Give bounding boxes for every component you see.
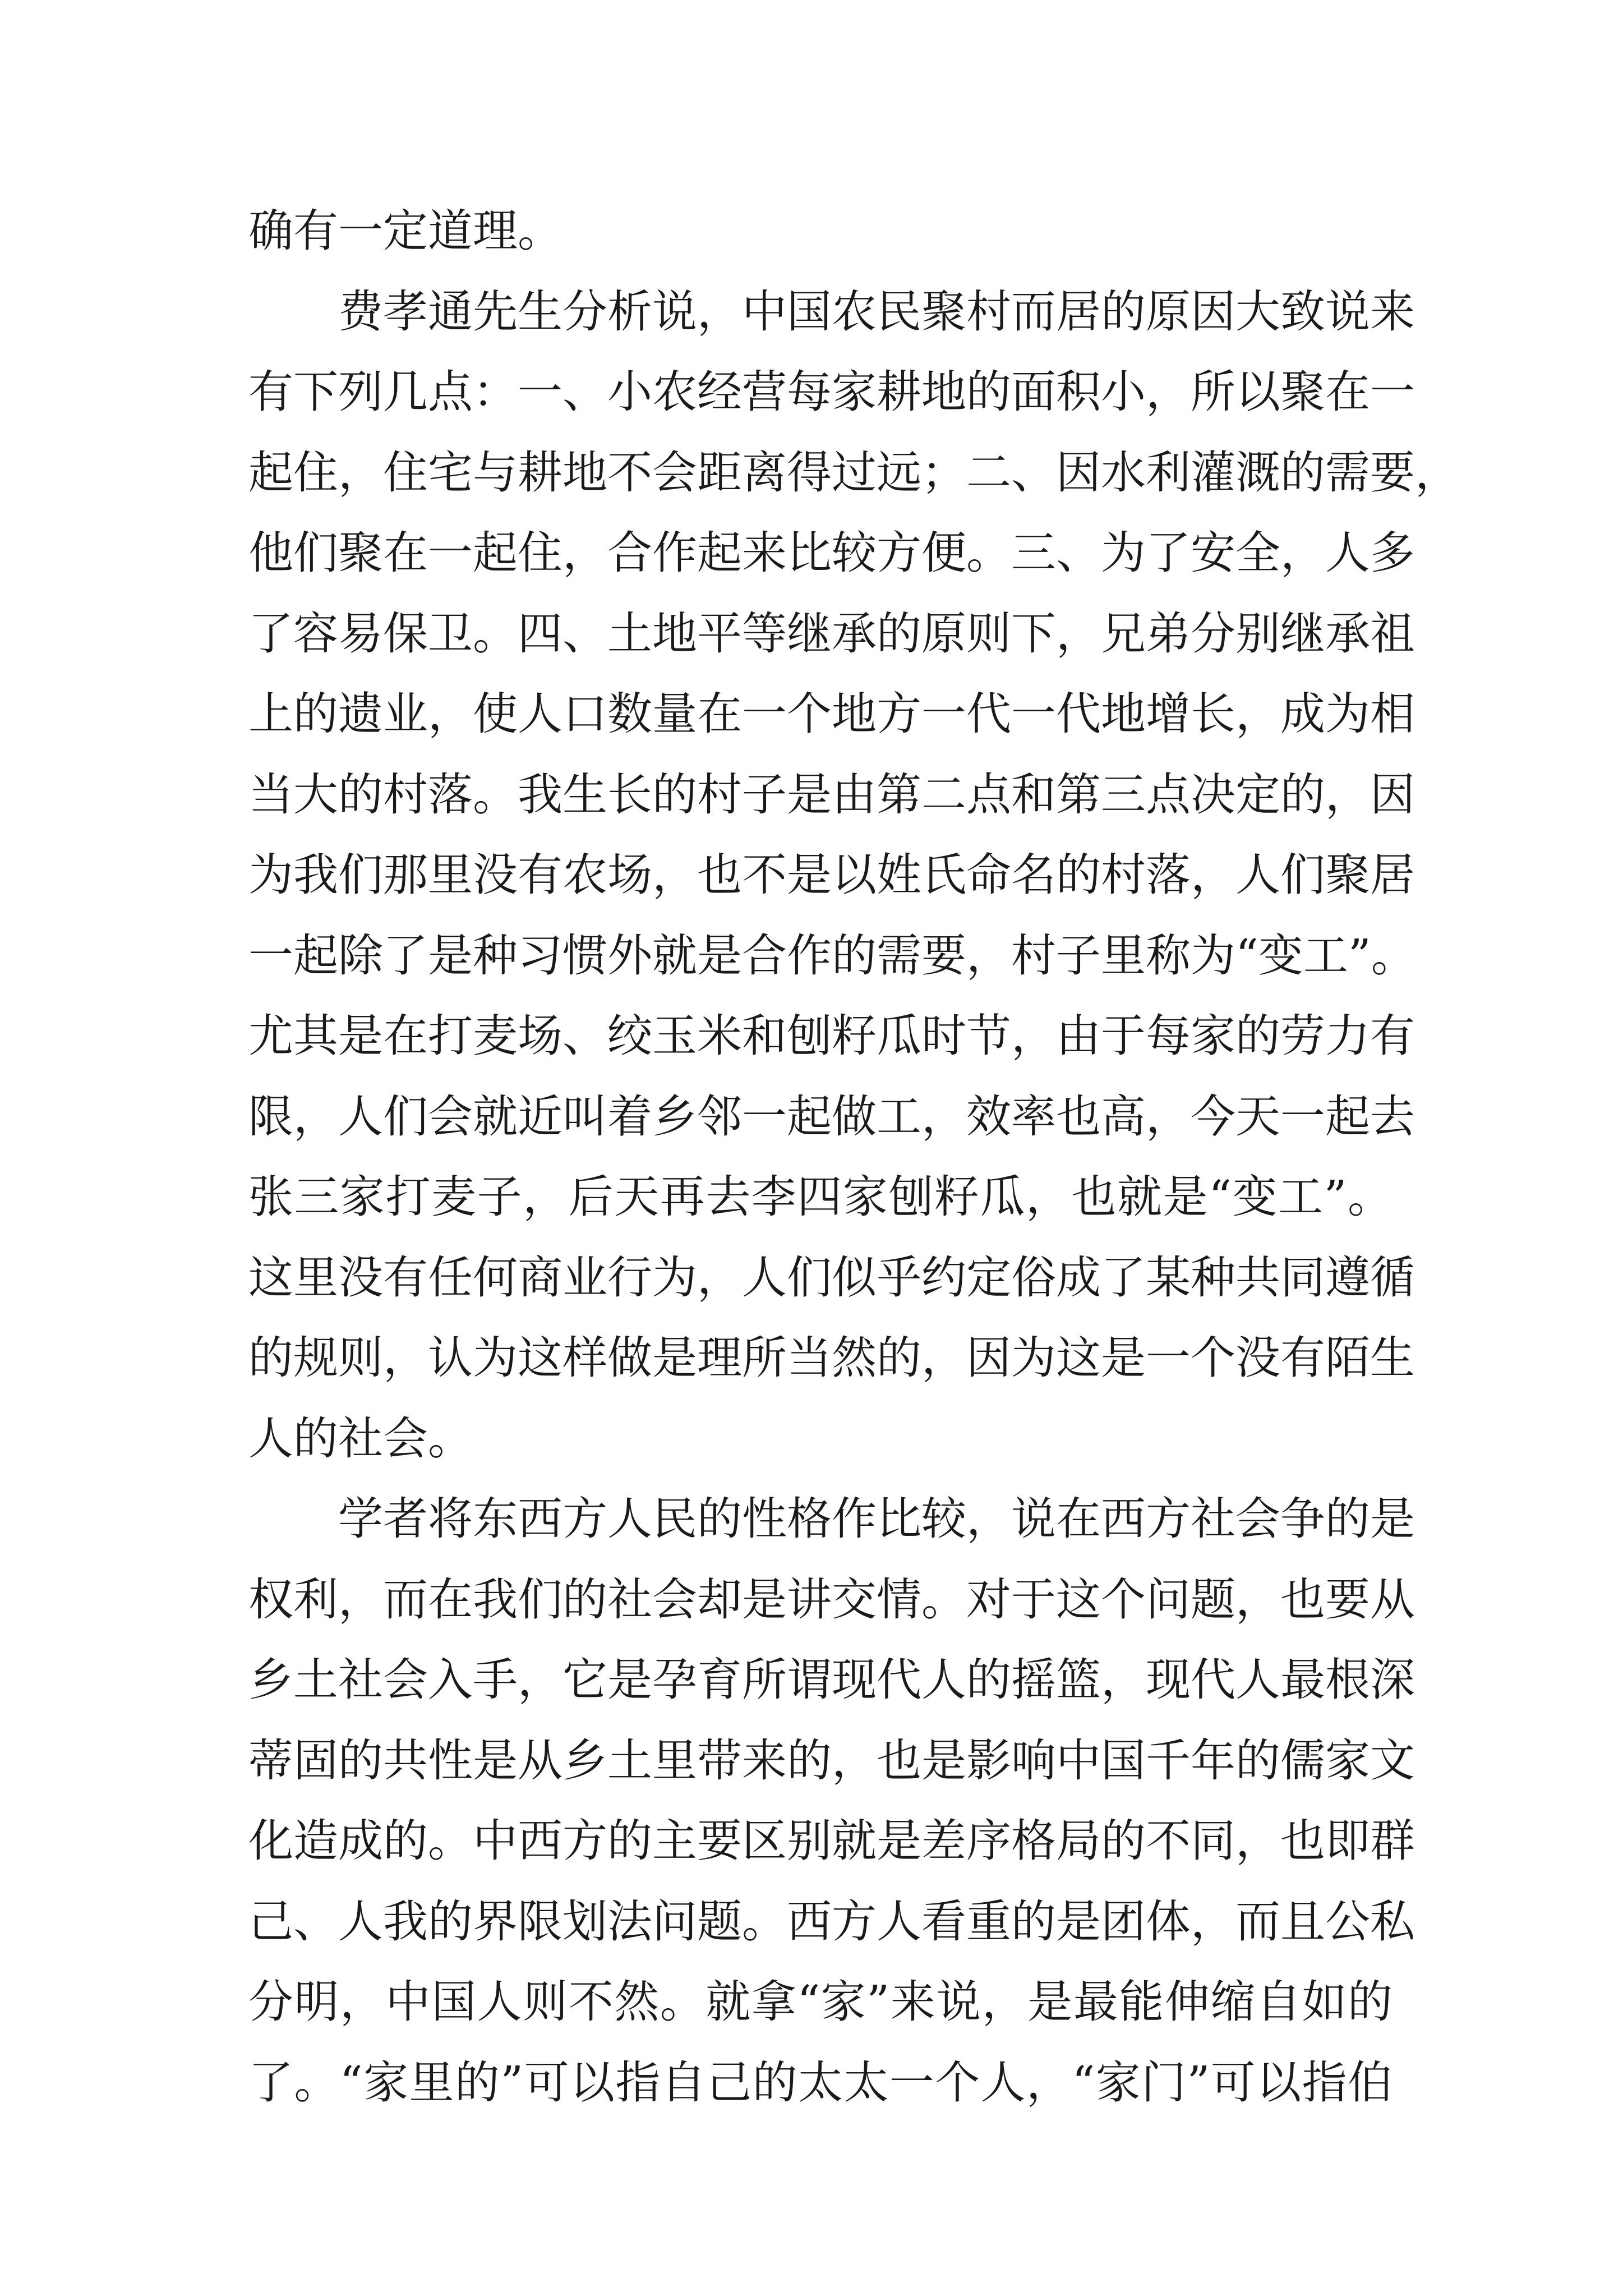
text-line: 一起除了是种习惯外就是合作的需要，村子里称为“变工”。 <box>248 929 1416 982</box>
text-line: 上的遗业，使人口数量在一个地方一代一代地增长，成为相 <box>248 688 1415 740</box>
text-line: 确有一定道理。 <box>248 205 562 257</box>
text-line: 化造成的。中西方的主要区别就是差序格局的不同，也即群 <box>248 1815 1415 1867</box>
text-line: 当大的村落。我生长的村子是由第二点和第三点决定的，因 <box>248 768 1415 821</box>
text-line: 权利，而在我们的社会却是讲交情。对于这个问题，也要从 <box>248 1573 1415 1626</box>
text-line: 蒂固的共性是从乡土里带来的，也是影响中国千年的儒家文 <box>248 1734 1415 1787</box>
text-line: 了。“家里的”可以指自己的太太一个人，“家门”可以指伯 <box>248 2056 1393 2109</box>
text-line: 起住，住宅与耕地不会距离得过远；二、因水利灌溉的需要， <box>248 446 1460 499</box>
body-text <box>248 191 1460 2123</box>
text-line: 分明，中国人则不然。就拿“家”来说，是最能伸缩自如的 <box>248 1976 1393 2028</box>
text-line: 了容易保卫。四、土地平等继承的原则下，兄弟分别继承祖 <box>248 607 1415 660</box>
paragraph-last-line: 人的社会。 <box>248 1412 473 1465</box>
text-line: 张三家打麦子，后天再去李四家刨籽瓜，也就是“变工”。 <box>248 1171 1393 1223</box>
paragraph-first-line: 学者将东西方人民的性格作比较，说在西方社会争的是 <box>338 1493 1415 1545</box>
paragraph-first-line: 费孝通先生分析说，中国农民聚村而居的原因大致说来 <box>338 285 1415 338</box>
text-line: 的规则，认为这样做是理所当然的，因为这是一个没有陌生 <box>248 1332 1415 1384</box>
text-line: 限，人们会就近叫着乡邻一起做工，效率也高，今天一起去 <box>248 1090 1415 1143</box>
text-line: 尤其是在打麦场、绞玉米和刨籽瓜时节，由于每家的劳力有 <box>248 1010 1415 1062</box>
text-line: 他们聚在一起住，合作起来比较方便。三、为了安全，人多 <box>248 527 1415 579</box>
text-line: 为我们那里没有农场，也不是以姓氏命名的村落，人们聚居 <box>248 849 1415 901</box>
text-line: 己、人我的界限划法问题。西方人看重的是团体，而且公私 <box>248 1895 1415 1948</box>
text-line: 有下列几点：一、小农经营每家耕地的面积小，所以聚在一 <box>248 366 1415 418</box>
text-line: 乡土社会入手，它是孕育所谓现代人的摇篮，现代人最根深 <box>248 1654 1415 1706</box>
text-line: 这里没有任何商业行为，人们似乎约定俗成了某种共同遵循 <box>248 1251 1415 1304</box>
